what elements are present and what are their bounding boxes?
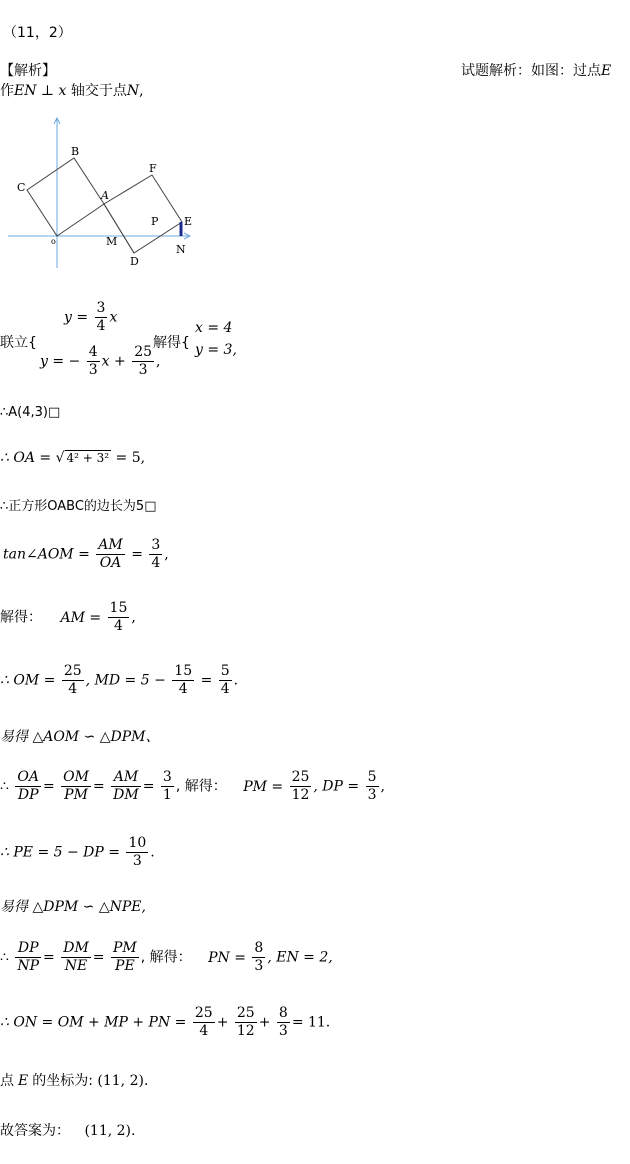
tan-num: AM [98, 537, 123, 553]
on-c-den: 3 [278, 1023, 288, 1039]
oa-suffix: = 5, [115, 450, 146, 466]
dp-frac [366, 769, 379, 804]
eq2-frac2 [132, 344, 154, 379]
r1-eq3: = [142, 778, 155, 795]
eq1-var: x [109, 309, 118, 326]
eq2-lhs: y = − [40, 353, 81, 370]
label-o: o [51, 237, 56, 246]
line-on [0, 1005, 330, 1040]
r1-b-num: OM [63, 769, 89, 785]
construction-prefix: 作 [0, 83, 14, 99]
solve-label: 解得{ [153, 335, 190, 351]
line-pe [0, 835, 155, 870]
system-eq1 [64, 300, 117, 335]
label-f: F [149, 162, 157, 175]
label-m: M [106, 235, 118, 248]
solve1-label: 解得： [0, 609, 42, 626]
line-ratio2 [0, 940, 333, 975]
r1-eq1: = [42, 778, 55, 795]
md-num: 15 [174, 663, 193, 679]
tan-eq: = [131, 546, 143, 563]
coord-prefix: 点 [0, 1073, 14, 1089]
pn-prefix: PN = [208, 949, 246, 966]
md-rden: 4 [220, 681, 230, 697]
r1-c-den: DM [113, 787, 139, 803]
geometry-figure [0, 110, 200, 275]
construction-line [0, 80, 144, 100]
r1-c-num: AM [111, 769, 141, 787]
am-prefix: AM = [60, 609, 102, 626]
r2-eq1: = [43, 949, 55, 966]
r1-eq2: = [92, 778, 105, 795]
final-prefix: 故答案为： [0, 1123, 70, 1139]
tan-prefix: tan∠AOM = [3, 546, 90, 563]
r1-d-num: 3 [162, 769, 172, 785]
on-plus2: + [258, 1014, 271, 1031]
line-oa [0, 450, 145, 466]
pe-prefix: ∴ PE = 5 − DP = [0, 844, 120, 861]
r1-a-num: OA [17, 769, 39, 785]
r1-frac-a [15, 769, 41, 804]
r2-b-num: DM [63, 940, 89, 956]
eq2-num2: 25 [134, 344, 153, 360]
r1-frac-c [111, 769, 141, 804]
construction-expr: EN ⊥ x [14, 83, 67, 99]
r2-c-num: PM [112, 940, 137, 956]
line-ratio1 [0, 769, 385, 804]
label-e: E [184, 215, 193, 228]
tan-rnum: 3 [151, 537, 161, 553]
om-mid: , MD = 5 − [85, 672, 166, 689]
line-om-md [0, 663, 238, 698]
r1-solve: , 解得： [175, 778, 227, 795]
sqrt-sign: √ [55, 450, 65, 466]
pn-frac [252, 940, 265, 975]
analysis-intro-text: 试题解析：如图：过点 [461, 63, 601, 79]
am-den: 4 [114, 618, 123, 634]
eq2-num1: 4 [88, 344, 98, 360]
on-plus1: + [216, 1014, 229, 1031]
r2-prefix: ∴ [0, 949, 9, 966]
md-rfrac [219, 663, 232, 698]
on-b-den: 12 [236, 1023, 255, 1039]
r2-eq2: = [92, 949, 105, 966]
analysis-label: 【解析】 [0, 63, 56, 79]
top-answer: （11，2） [3, 25, 72, 41]
label-n: N [176, 243, 186, 256]
on-c-num: 8 [278, 1005, 288, 1021]
tan-rfrac [149, 537, 162, 572]
eq2-frac1 [87, 344, 100, 379]
eq1-den: 4 [96, 318, 106, 334]
r1-b-den: PM [64, 787, 88, 803]
r1-prefix: ∴ [0, 778, 9, 795]
pn-mid: , EN = 2, [267, 949, 333, 966]
r1-d-den: 1 [162, 787, 172, 803]
dp-den: 3 [367, 787, 377, 803]
pn-den: 3 [254, 958, 264, 974]
pm-frac [290, 769, 312, 804]
r1-frac-d [161, 769, 174, 804]
square-oabc [27, 158, 104, 236]
pe-den: 3 [132, 853, 142, 869]
am-num: 15 [109, 600, 128, 616]
line-coord [0, 1070, 148, 1090]
eq1-num: 3 [96, 300, 106, 316]
r2-a-den: NP [17, 958, 40, 974]
eq2-end: , [156, 353, 161, 370]
pm-prefix: PM = [243, 778, 284, 795]
r2-b-den: NE [64, 958, 88, 974]
label-d: D [130, 255, 139, 268]
coord-suffix: 的坐标为: [32, 1073, 93, 1089]
r2-c-den: PE [115, 958, 135, 974]
system-label-text: 联立 [0, 335, 28, 351]
on-end: = 11. [291, 1014, 331, 1031]
tan-end: , [164, 546, 169, 563]
r2-frac-a [15, 940, 41, 975]
am-frac [108, 600, 130, 635]
r2-frac-b [61, 940, 91, 975]
label-c: C [17, 181, 26, 194]
line-tan [3, 537, 169, 572]
dp-end: , [380, 778, 385, 795]
system-label: 联立{ [0, 335, 37, 351]
md-end: . [233, 672, 239, 689]
tan-rden: 4 [151, 555, 161, 571]
coord-var: E [18, 1073, 29, 1089]
label-p: P [151, 215, 159, 228]
om-frac [62, 663, 84, 698]
md-rnum: 5 [220, 663, 230, 679]
md-frac [172, 663, 194, 698]
eq2-den2: 3 [138, 362, 148, 378]
r1-frac-b [61, 769, 91, 804]
tan-frac [96, 537, 124, 572]
eq2-den1: 3 [88, 362, 98, 378]
md-eq: = [200, 672, 213, 689]
analysis-intro [461, 60, 611, 80]
om-den: 4 [68, 681, 78, 697]
oa-radicand: 4² + 3² [66, 451, 110, 465]
om-num: 25 [63, 663, 82, 679]
sol-x: x = 4 [195, 320, 233, 336]
on-frac-c [277, 1005, 290, 1040]
dp-num: 5 [367, 769, 377, 785]
on-a-den: 4 [199, 1023, 209, 1039]
pn-num: 8 [254, 940, 264, 956]
line-a-point: ∴A(4,3)□ [0, 405, 61, 420]
pm-num: 25 [291, 769, 310, 785]
on-frac-a [193, 1005, 215, 1040]
construction-suffix: 轴交于点 [70, 83, 127, 99]
system-eq2 [40, 344, 160, 379]
pe-end: . [150, 844, 155, 861]
eq1-frac [95, 300, 108, 335]
r2-a-num: DP [15, 940, 41, 958]
md-den: 4 [178, 681, 188, 697]
line-am [0, 600, 136, 635]
r2-solve: , 解得： [140, 949, 192, 966]
line-sim2: 易得 △DPM ∽ △NPE, [0, 899, 146, 915]
on-b-num: 25 [236, 1005, 255, 1021]
line-sim1: 易得 △AOM ∽ △DPM、 [0, 729, 160, 745]
label-b: B [71, 145, 80, 158]
pe-num: 10 [128, 835, 147, 851]
eq2-mid: x + [101, 353, 126, 370]
on-a-num: 25 [194, 1005, 213, 1021]
on-prefix: ∴ ON = OM + MP + PN = [0, 1014, 187, 1031]
sol-y: y = 3, [195, 342, 237, 358]
r1-a-den: DP [17, 787, 39, 803]
am-end: , [131, 609, 136, 626]
line-square-side: ∴正方形OABC的边长为5□ [0, 499, 157, 514]
label-a: A [101, 189, 109, 202]
pe-frac [126, 835, 148, 870]
eq1-lhs: y = [64, 309, 89, 326]
coord-value: (11, 2). [97, 1073, 149, 1089]
on-frac-b [235, 1005, 257, 1040]
solve-label-text: 解得 [153, 335, 181, 351]
r2-frac-c [111, 940, 139, 975]
oa-prefix: ∴ OA = [0, 450, 52, 466]
point-e-var: E [601, 63, 612, 79]
final-value: (11, 2). [84, 1123, 136, 1139]
construction-end: , [139, 83, 144, 99]
construction-var: N [126, 83, 140, 99]
line-final [0, 1120, 135, 1140]
pm-mid: , DP = [313, 778, 360, 795]
pm-den: 12 [291, 787, 310, 803]
om-prefix: ∴ OM = [0, 672, 56, 689]
tan-den: OA [99, 555, 122, 571]
